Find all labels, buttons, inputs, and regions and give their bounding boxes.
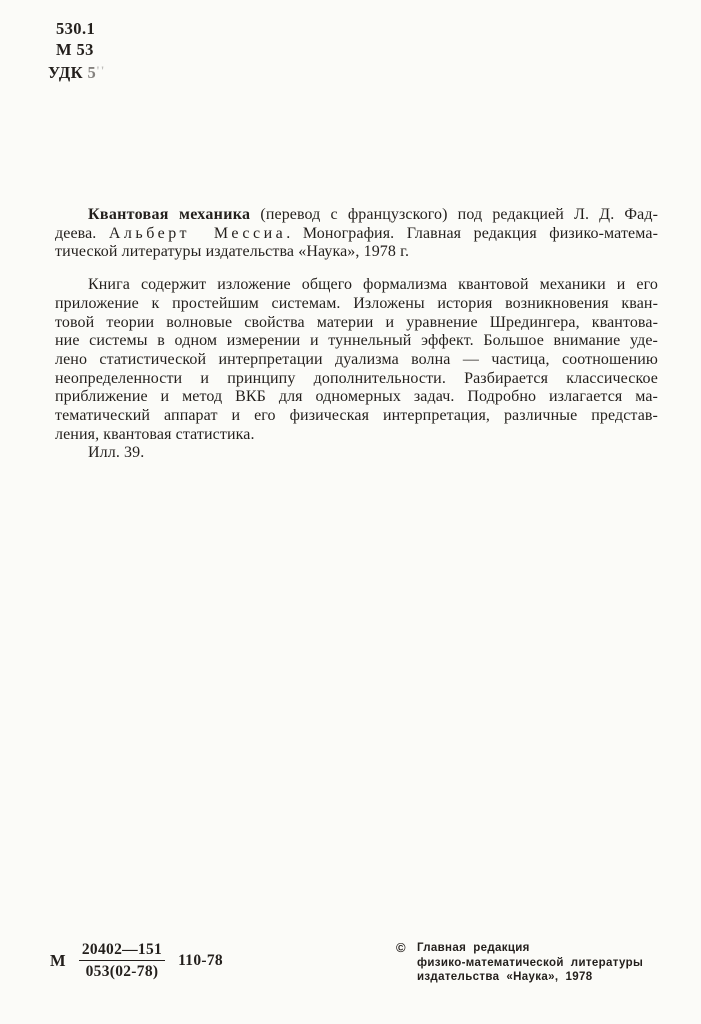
- editor-line-pre: деева.: [55, 224, 109, 242]
- udk-faded-tail: '': [96, 63, 106, 78]
- annotation-line: лено статистической интерпретации дуализма волна — частица, соотношению: [55, 350, 658, 368]
- annotation-block: [55, 206, 658, 463]
- udk-line: [48, 60, 105, 83]
- annotation-line: ления, квантовая статистика.: [55, 425, 255, 443]
- illustrations-note: Илл. 39.: [88, 444, 145, 462]
- copyright-line: издательства «Наука», 1978: [416, 971, 593, 983]
- copyright-line: Главная редакция: [416, 942, 530, 954]
- copyright-notice: [396, 941, 643, 985]
- annotation-line: тематический аппарат и его физическая интерпретация, различные представ-: [55, 407, 658, 425]
- udk-value: 5: [87, 63, 97, 82]
- copyright-symbol-icon: ©: [396, 940, 406, 955]
- annotation-line: приближение и метод ВКБ для одномерных задач. Подробно излагается ма-: [55, 388, 658, 406]
- annotation-line: приложение к простейшим системам. Изложены история возникновения кван-: [55, 294, 658, 312]
- author-name: Альберт Мессиа: [108, 224, 287, 242]
- udc-class-number: 530.1: [56, 19, 96, 38]
- imprint-code-block: [50, 941, 223, 980]
- imprint-fraction: [79, 941, 165, 980]
- editor-line-post: . Монография. Главная редакция физико-матема-: [286, 224, 659, 242]
- abstract-paragraph: [55, 276, 658, 444]
- annotation-line: товой теории волновые свойства материи и уравнение Шредингера, квантова-: [55, 313, 658, 331]
- author-mark: М 53: [56, 40, 94, 59]
- book-title: Квантовая механика: [88, 206, 251, 223]
- copyright-text: [417, 941, 643, 985]
- catalog-codes-block: [48, 18, 105, 83]
- copyright-line: физико-математической литературы: [416, 956, 644, 969]
- title-line-rest: (перевод с французского) под редакцией Л. Д. Фад-: [250, 206, 658, 223]
- bibliographic-paragraph: [55, 206, 658, 262]
- annotation-line: [55, 225, 658, 244]
- imprint-denominator: 053(02-78): [85, 963, 159, 980]
- udk-label: УДК: [48, 63, 83, 82]
- annotation-line: тической литературы издательства «Наука», 1978 г.: [55, 243, 410, 261]
- imprint-series-letter: М: [50, 951, 66, 970]
- annotation-line: [55, 206, 658, 225]
- annotation-line: неопределенности и принципу дополнительности. Разбирается классическое: [55, 369, 658, 387]
- annotation-line: Книга содержит изложение общего формализма квантовой механики и его: [88, 276, 658, 294]
- imprint-numerator: 20402—151: [79, 941, 165, 961]
- imprint-suffix-code: 110-78: [178, 952, 223, 969]
- annotation-line: ние системы в одном измерении и туннельный эффект. Большое внимание уде-: [55, 332, 658, 350]
